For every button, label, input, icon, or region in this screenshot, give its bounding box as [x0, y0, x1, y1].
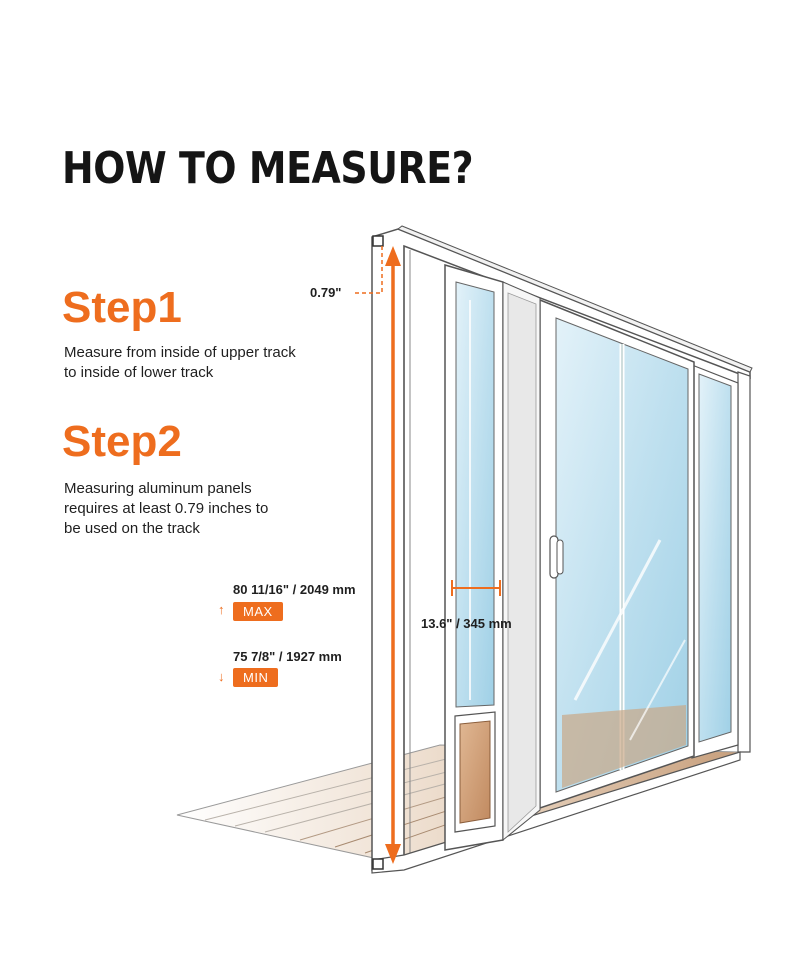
- min-badge: MIN: [233, 668, 278, 687]
- step1-title: Step1: [62, 283, 182, 332]
- min-height-value: 75 7/8" / 1927 mm: [233, 649, 342, 664]
- up-arrow-icon: ↑: [218, 602, 225, 617]
- step1-text: Measure from inside of upper track to inside of lower track: [64, 344, 296, 381]
- fixed-glass-panel: [692, 365, 738, 758]
- max-height-value: 80 11/16" / 2049 mm: [233, 582, 356, 597]
- track-depth-label: 0.79": [310, 285, 342, 300]
- pet-door-panel: [445, 265, 503, 850]
- max-badge: MAX: [233, 602, 283, 621]
- panel-width-label: 13.6" / 345 mm: [421, 616, 512, 631]
- page-title: HOW TO MEASURE?: [62, 143, 474, 194]
- step2-text: Measuring aluminum panels requires at least 0.79 inches to be used on the track: [64, 480, 269, 537]
- sliding-glass-door: [540, 300, 694, 808]
- step2-title: Step2: [62, 417, 182, 466]
- down-arrow-icon: ↓: [218, 669, 225, 684]
